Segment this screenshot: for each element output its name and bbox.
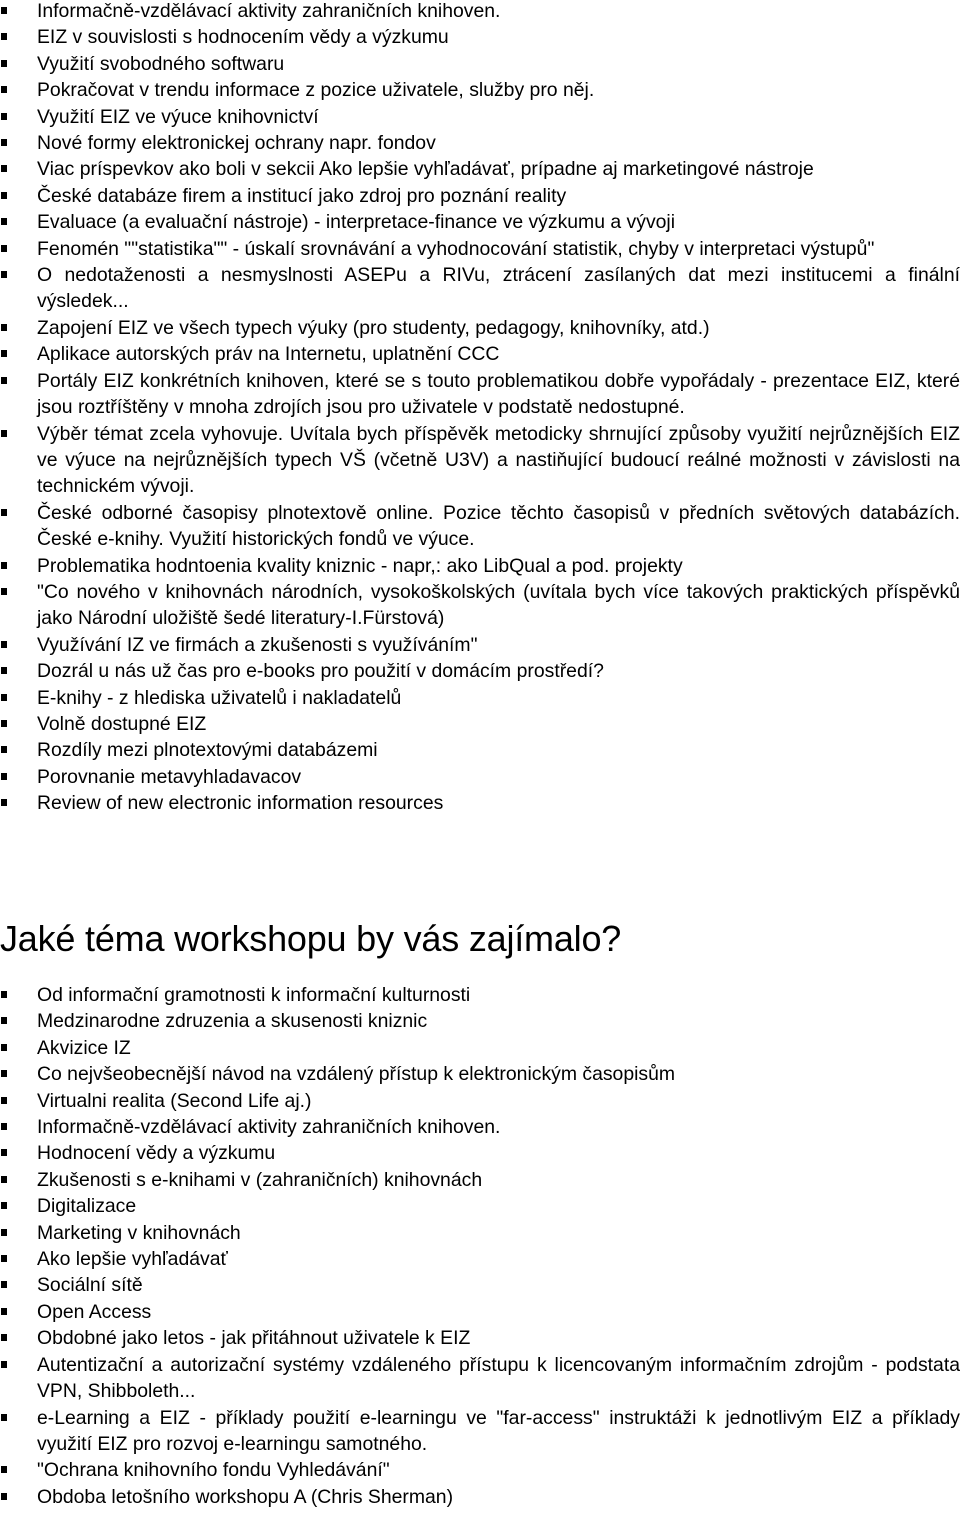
- square-bullet-icon: [1, 1229, 7, 1236]
- list-item-text: Evaluace (a evaluační nástroje) - interpretace-finance ve výzkumu a vývoji: [37, 211, 676, 234]
- list-item: [0, 209, 960, 235]
- workshop-topics-list: [0, 982, 960, 1510]
- square-bullet-icon: [1, 1281, 7, 1288]
- square-bullet-icon: [1, 1176, 7, 1183]
- square-bullet-icon: [1, 165, 7, 172]
- square-bullet-icon: [1, 33, 7, 40]
- list-item-text: Nové formy elektronickej ochrany napr. fondov: [37, 132, 436, 155]
- list-item-text: Od informační gramotnosti k informační kulturnosti: [37, 984, 471, 1006]
- list-item: [0, 685, 960, 711]
- list-item-text: Marketing v knihovnách: [37, 1221, 241, 1244]
- list-item-text: Aplikace autorských práv na Internetu, uplatnění CCC: [37, 343, 500, 366]
- list-item-text: Rozdíly mezi plnotextovými databázemi: [37, 739, 378, 762]
- square-bullet-icon: [1, 1044, 7, 1051]
- square-bullet-icon: [1, 1466, 7, 1473]
- list-item: [0, 1167, 960, 1193]
- square-bullet-icon: [1, 562, 7, 569]
- square-bullet-icon: [1, 720, 7, 727]
- square-bullet-icon: [1, 746, 7, 753]
- list-item: [0, 0, 960, 24]
- list-item: [0, 1088, 960, 1114]
- list-item: [0, 1193, 960, 1219]
- square-bullet-icon: [1, 218, 7, 225]
- list-item-text: Využití EIZ ve výuce knihovnictví: [37, 105, 319, 128]
- list-item-text: Portály EIZ konkrétních knihoven, které se s touto problematikou dobře vypořádaly - prezentace EIZ, které jsou roztříštěny v mnoha zdrojích jsou pro uživatele v podstatě nedostupné.: [37, 369, 960, 419]
- square-bullet-icon: [1, 1493, 7, 1500]
- square-bullet-icon: [1, 113, 7, 120]
- list-item-text: Co nejvšeobecnější návod na vzdálený přístup k elektronickým časopisům: [37, 1063, 676, 1086]
- list-item-text: Sociální sítě: [37, 1274, 143, 1297]
- list-item-text: Pokračovat v trendu informace z pozice uživatele, služby pro něj.: [37, 79, 595, 102]
- list-item: [0, 1299, 960, 1325]
- list-item: [0, 77, 960, 103]
- list-item-text: Zkušenosti s e-knihami v (zahraničních) knihovnách: [37, 1168, 483, 1191]
- square-bullet-icon: [1, 245, 7, 252]
- list-item: [0, 500, 960, 553]
- square-bullet-icon: [1, 377, 7, 384]
- square-bullet-icon: [1, 86, 7, 93]
- list-item-text: Problematika hodntoenia kvality kniznic - napr,: ako LibQual a pod. projekty: [37, 554, 683, 577]
- square-bullet-icon: [1, 430, 7, 437]
- list-item: [0, 1405, 960, 1458]
- square-bullet-icon: [1, 1097, 7, 1104]
- list-item-text: Open Access: [37, 1300, 152, 1323]
- list-item: [0, 24, 960, 50]
- square-bullet-icon: [1, 509, 7, 516]
- list-item-text: O nedotaženosti a nesmyslnosti ASEPu a RIVu, ztrácení zasílaných dat mezi institucemi a finální výsledek...: [37, 264, 960, 313]
- list-item: [0, 579, 960, 632]
- list-item: [0, 764, 960, 790]
- square-bullet-icon: [1, 324, 7, 331]
- list-item: [0, 711, 960, 737]
- square-bullet-icon: [1, 1361, 7, 1368]
- square-bullet-icon: [1, 1202, 7, 1209]
- list-item-text: "Ochrana knihovního fondu Vyhledávání": [37, 1459, 390, 1482]
- list-item: [0, 982, 960, 1008]
- list-item: [0, 156, 960, 182]
- list-item: [0, 553, 960, 579]
- list-item-text: Viac príspevkov ako boli v sekcii Ako lepšie vyhľadávať, prípadne aj marketingové nástroje: [37, 158, 814, 181]
- square-bullet-icon: [1, 1123, 7, 1130]
- square-bullet-icon: [1, 139, 7, 146]
- list-item-text: Virtualni realita (Second Life aj.): [37, 1089, 312, 1112]
- list-item-text: České databáze firem a institucí jako zdroj pro poznání reality: [37, 184, 567, 207]
- square-bullet-icon: [1, 1334, 7, 1341]
- list-item-text: Review of new electronic information resources: [37, 792, 444, 815]
- list-item: [0, 1457, 960, 1483]
- list-item: [0, 658, 960, 684]
- list-item: [0, 315, 960, 341]
- list-item: [0, 262, 960, 315]
- list-item-text: Volně dostupné EIZ: [37, 712, 207, 735]
- list-item-text: EIZ v souvislosti s hodnocením vědy a výzkumu: [37, 26, 449, 49]
- square-bullet-icon: [1, 1149, 7, 1156]
- list-item-text: Informačně-vzdělávací aktivity zahraničních knihoven.: [37, 1116, 501, 1139]
- square-bullet-icon: [1, 271, 7, 278]
- list-item: [0, 737, 960, 763]
- list-item: [0, 1352, 960, 1405]
- list-item: [0, 130, 960, 156]
- square-bullet-icon: [1, 773, 7, 780]
- list-item-text: Dozrál u nás už čas pro e-books pro použití v domácím prostředí?: [37, 660, 604, 683]
- square-bullet-icon: [1, 1070, 7, 1077]
- list-item-text: Využití svobodného softwaru: [37, 52, 285, 75]
- square-bullet-icon: [1, 991, 7, 998]
- square-bullet-icon: [1, 1414, 7, 1421]
- list-item: [0, 183, 960, 209]
- square-bullet-icon: [1, 1308, 7, 1315]
- list-item-text: Medzinarodne zdruzenia a skusenosti kniznic: [37, 1010, 428, 1033]
- square-bullet-icon: [1, 588, 7, 595]
- list-item: [0, 236, 960, 262]
- list-item: [0, 1272, 960, 1298]
- list-item: [0, 341, 960, 367]
- list-item: [0, 1484, 960, 1510]
- list-item-text: Obdobné jako letos - jak přitáhnout uživatele k EIZ: [37, 1327, 471, 1350]
- list-item: [0, 51, 960, 77]
- list-item-text: "Co nového v knihovnách národních, vysokoškolských (uvítala bych více takových praktických příspěvků jako Národní uložiště šedé literatury-I.Fürstová): [37, 580, 960, 630]
- list-item-text: Využívání IZ ve firmách a zkušenosti s využíváním": [37, 633, 478, 656]
- list-item-text: Autentizační a autorizační systémy vzdáleného přístupu k licencovaným informačním zdrojům - podstata VPN, Shibboleth...: [37, 1353, 960, 1403]
- list-item-text: Zapojení EIZ ve všech typech výuky (pro studenty, pedagogy, knihovníky, atd.): [37, 316, 710, 339]
- square-bullet-icon: [1, 641, 7, 648]
- section-title: Jaké téma workshopu by vás zajímalo?: [0, 918, 622, 959]
- list-item-text: Informačně-vzdělávací aktivity zahraničních knihoven.: [37, 0, 501, 22]
- list-item-text: Porovnanie metavyhladavacov: [37, 765, 302, 788]
- list-item-text: e-Learning a EIZ - příklady použití e-learningu ve "far-access" instruktáži k jednotlivým EIZ a příklady využití EIZ pro rozvoj e-learningu samotného.: [37, 1406, 960, 1455]
- square-bullet-icon: [1, 694, 7, 701]
- list-item-text: České odborné časopisy plnotextově online. Pozice těchto časopisů v předních světových databázích. České e-knihy. Využití historických fondů ve výuce.: [37, 501, 960, 551]
- square-bullet-icon: [1, 60, 7, 67]
- list-item-text: Výběr témat zcela vyhovuje. Uvítala bych příspěvěk metodicky shrnující způsoby využití nejrůznějších EIZ ve výuce na nejrůznějších typech VŠ (včetně U3V) a nastiňující budoucí reálné možnosti v závislosti na technickém vývoji.: [37, 422, 960, 498]
- square-bullet-icon: [1, 1255, 7, 1262]
- list-item: [0, 1246, 960, 1272]
- list-item-text: Fenomén ""statistika"" - úskalí srovnávání a vyhodnocování statistik, chyby v interpretaci výstupů": [37, 237, 875, 260]
- square-bullet-icon: [1, 350, 7, 357]
- square-bullet-icon: [1, 7, 7, 14]
- square-bullet-icon: [1, 1017, 7, 1024]
- list-item: [0, 632, 960, 658]
- list-item-text: Hodnocení vědy a výzkumu: [37, 1142, 276, 1165]
- square-bullet-icon: [1, 192, 7, 199]
- list-item: [0, 1061, 960, 1087]
- list-item: [0, 1114, 960, 1140]
- list-item: [0, 421, 960, 500]
- square-bullet-icon: [1, 799, 7, 806]
- list-item: [0, 1325, 960, 1351]
- list-item: [0, 1220, 960, 1246]
- list-item-text: Digitalizace: [37, 1195, 137, 1218]
- list-item: [0, 1140, 960, 1166]
- list-item: [0, 790, 960, 816]
- list-item: [0, 368, 960, 421]
- list-item: [0, 1035, 960, 1061]
- list-item-text: Ako lepšie vyhľadávať: [37, 1248, 228, 1271]
- list-item-text: Akvizice IZ: [37, 1036, 131, 1059]
- list-item: [0, 1008, 960, 1034]
- square-bullet-icon: [1, 667, 7, 674]
- list-item-text: Obdoba letošního workshopu A (Chris Sherman): [37, 1485, 454, 1508]
- list-item: [0, 104, 960, 130]
- list-item-text: E-knihy - z hlediska uživatelů i nakladatelů: [37, 686, 402, 709]
